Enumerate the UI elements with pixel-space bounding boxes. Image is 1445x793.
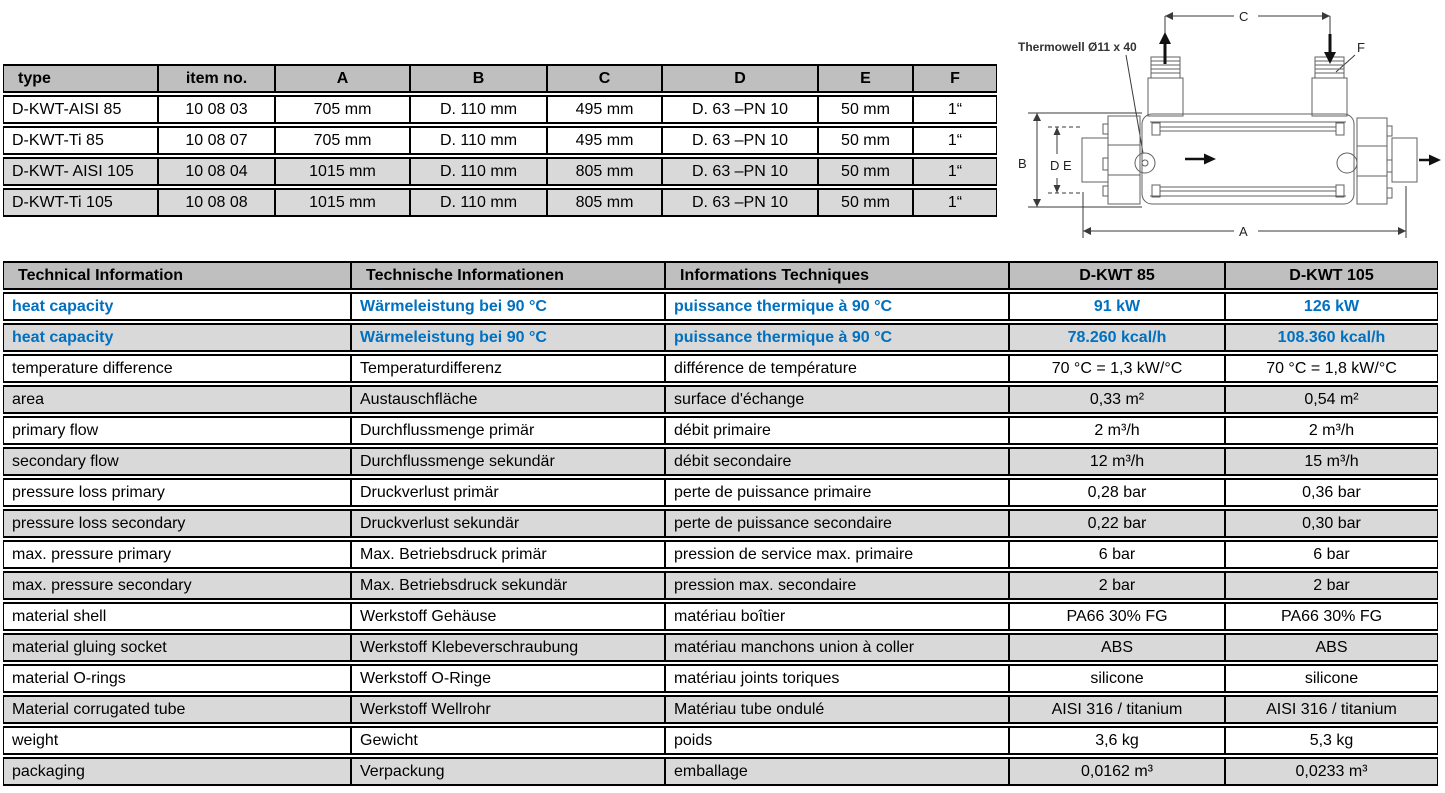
tech-table-row [3,757,1438,786]
tech-table-row [3,664,1438,693]
dims-table-cell: 495 mm [547,95,662,124]
dims-header-cell: item no. [158,64,275,93]
tech-table-cell-de: Druckverlust primär [351,478,665,507]
tech-table-cell-fr: surface d'échange [665,385,1009,414]
tech-table-cell-v85: 91 kW [1009,292,1225,321]
dims-table-cell: 1“ [913,95,997,124]
tech-table-row [3,602,1438,631]
tech-table-cell-en: material O-rings [3,664,351,693]
tech-table-cell-en: Material corrugated tube [3,695,351,724]
heat-exchanger-drawing [1008,0,1443,245]
dims-table-cell: 805 mm [547,188,662,217]
tech-table-body [3,292,1438,786]
tech-table-cell-de: Werkstoff O-Ringe [351,664,665,693]
dims-table-row [3,95,997,124]
tech-table-cell-v85: ABS [1009,633,1225,662]
dims-table-row [3,126,997,155]
dims-table-cell: 1015 mm [275,157,410,186]
tech-table-cell-v105: ABS [1225,633,1438,662]
heat-exchanger-body [1082,57,1417,204]
dims-table-cell: 805 mm [547,157,662,186]
dims-table-cell: 1015 mm [275,188,410,217]
dims-table-cell: 50 mm [818,157,913,186]
tech-table-cell-v85: AISI 316 / titanium [1009,695,1225,724]
tech-table-cell-v105: 15 m³/h [1225,447,1438,476]
tech-table-row [3,323,1438,352]
dims-table-cell: D-KWT-Ti 105 [3,188,158,217]
dims-header-cell: B [410,64,547,93]
dims-header-cell: type [3,64,158,93]
tech-table-cell-v105: 2 m³/h [1225,416,1438,445]
tech-table-cell-fr: poids [665,726,1009,755]
tech-table-row [3,478,1438,507]
tech-table-head-row [3,261,1438,290]
dims-table-cell: D-KWT-AISI 85 [3,95,158,124]
tech-table-cell-v85: PA66 30% FG [1009,602,1225,631]
dims-header-cell: E [818,64,913,93]
tech-table-cell-fr: perte de puissance secondaire [665,509,1009,538]
tech-table-cell-en: secondary flow [3,447,351,476]
tech-table-cell-en: max. pressure secondary [3,571,351,600]
dims-table-cell: D-KWT-Ti 85 [3,126,158,155]
tech-table-cell-en: pressure loss secondary [3,509,351,538]
dim-label-b: B [1018,156,1027,171]
tech-table-cell-en: area [3,385,351,414]
tech-table-cell-v105: 0,54 m² [1225,385,1438,414]
tech-table-cell-fr: emballage [665,757,1009,786]
technical-information-table [3,259,1438,788]
tech-table-cell-de: Wärmeleistung bei 90 °C [351,292,665,321]
dims-header-cell: F [913,64,997,93]
tech-table-cell-de: Max. Betriebsdruck sekundär [351,571,665,600]
dims-table-cell: 705 mm [275,95,410,124]
tech-table-cell-de: Max. Betriebsdruck primär [351,540,665,569]
tech-table-cell-fr: différence de température [665,354,1009,383]
tech-table-row [3,633,1438,662]
tech-table-cell-fr: puissance thermique à 90 °C [665,323,1009,352]
tech-table-row [3,540,1438,569]
tech-table-cell-v85: 0,22 bar [1009,509,1225,538]
tech-table-row [3,292,1438,321]
tech-table-cell-fr: matériau joints toriques [665,664,1009,693]
tech-table-cell-en: weight [3,726,351,755]
tech-table-row [3,509,1438,538]
dims-table-cell: 1“ [913,188,997,217]
tech-table-cell-fr: débit primaire [665,416,1009,445]
dims-header-cell: D [662,64,818,93]
dims-table-cell: 50 mm [818,188,913,217]
dims-table-cell: 495 mm [547,126,662,155]
tech-table-cell-v105: 0,36 bar [1225,478,1438,507]
flow-arrows [1159,32,1441,166]
tech-table-row [3,385,1438,414]
dims-table-row [3,157,997,186]
tech-table-cell-fr: Matériau tube ondulé [665,695,1009,724]
tech-table-cell-de: Werkstoff Wellrohr [351,695,665,724]
tech-table-cell-de: Austauschfläche [351,385,665,414]
tech-table-cell-fr: perte de puissance primaire [665,478,1009,507]
dims-table-cell: D. 110 mm [410,126,547,155]
tech-table-cell-de: Gewicht [351,726,665,755]
tech-table-cell-de: Temperaturdifferenz [351,354,665,383]
product-dimensions-table [3,62,997,219]
dims-table-cell: 1“ [913,157,997,186]
tech-table-cell-en: primary flow [3,416,351,445]
tech-table-cell-v85: 6 bar [1009,540,1225,569]
heat-exchanger-diagram [1008,0,1443,245]
dims-table-head-row [3,64,997,93]
tech-table-cell-en: material gluing socket [3,633,351,662]
tech-table-cell-v105: silicone [1225,664,1438,693]
dims-table-cell: 10 08 07 [158,126,275,155]
tech-table-cell-en: temperature difference [3,354,351,383]
tech-table-row [3,571,1438,600]
dims-table-cell: 10 08 04 [158,157,275,186]
tech-table-cell-en: pressure loss primary [3,478,351,507]
tech-table-row [3,447,1438,476]
dims-table-cell: D. 110 mm [410,95,547,124]
tech-table-cell-v85: 0,28 bar [1009,478,1225,507]
dims-table-cell: D. 110 mm [410,157,547,186]
dims-table-cell: 10 08 08 [158,188,275,217]
tech-table-cell-fr: pression max. secondaire [665,571,1009,600]
thermowell-label: Thermowell Ø11 x 40 [1018,40,1137,54]
dims-table-cell: 10 08 03 [158,95,275,124]
tech-table-cell-v85: silicone [1009,664,1225,693]
tech-table-cell-en: heat capacity [3,292,351,321]
tech-table-cell-de: Verpackung [351,757,665,786]
dims-header-cell: C [547,64,662,93]
tech-table-cell-v105: 108.360 kcal/h [1225,323,1438,352]
dims-table-cell: 705 mm [275,126,410,155]
tech-header-cell: D-KWT 85 [1009,261,1225,290]
dims-table-cell: D. 63 –PN 10 [662,188,818,217]
dims-table-cell: 50 mm [818,126,913,155]
tech-table-cell-v105: 6 bar [1225,540,1438,569]
dims-table-cell: 1“ [913,126,997,155]
dim-label-a: A [1239,224,1248,239]
tech-table-row [3,695,1438,724]
tech-table-cell-v105: PA66 30% FG [1225,602,1438,631]
tech-table-cell-v85: 2 bar [1009,571,1225,600]
dim-label-c: C [1239,9,1249,24]
tech-table-cell-de: Durchflussmenge primär [351,416,665,445]
tech-table-cell-v85: 0,33 m² [1009,385,1225,414]
tech-table-cell-v85: 0,0162 m³ [1009,757,1225,786]
tech-table-cell-de: Wärmeleistung bei 90 °C [351,323,665,352]
tech-table-row [3,726,1438,755]
dim-label-f: F [1357,40,1365,55]
tech-table-cell-v85: 70 °C = 1,3 kW/°C [1009,354,1225,383]
tech-table-cell-en: material shell [3,602,351,631]
dim-label-de: D E [1050,158,1072,173]
tech-table-row [3,416,1438,445]
tech-header-cell: Technische Informationen [351,261,665,290]
tech-table-cell-v85: 78.260 kcal/h [1009,323,1225,352]
dims-table-cell: 50 mm [818,95,913,124]
thermowell-boss [1135,153,1155,173]
dims-table-row [3,188,997,217]
tech-table-cell-de: Werkstoff Klebeverschraubung [351,633,665,662]
tech-table-cell-en: packaging [3,757,351,786]
dims-header-cell: A [275,64,410,93]
tech-table-cell-v105: 0,30 bar [1225,509,1438,538]
tech-table-cell-v105: 70 °C = 1,8 kW/°C [1225,354,1438,383]
tech-table-cell-v105: 126 kW [1225,292,1438,321]
tech-header-cell: D-KWT 105 [1225,261,1438,290]
tech-table-cell-v105: 2 bar [1225,571,1438,600]
tech-table-cell-v85: 3,6 kg [1009,726,1225,755]
tech-table-cell-de: Durchflussmenge sekundär [351,447,665,476]
tech-table-cell-v105: AISI 316 / titanium [1225,695,1438,724]
dims-table-cell: D. 63 –PN 10 [662,126,818,155]
tech-table-cell-v85: 12 m³/h [1009,447,1225,476]
dims-table-cell: D-KWT- AISI 105 [3,157,158,186]
tech-table-cell-v105: 0,0233 m³ [1225,757,1438,786]
dims-table-body [3,95,997,217]
tech-table-cell-fr: puissance thermique à 90 °C [665,292,1009,321]
dims-table-cell: D. 110 mm [410,188,547,217]
tech-table-cell-v105: 5,3 kg [1225,726,1438,755]
tech-table-cell-de: Werkstoff Gehäuse [351,602,665,631]
tech-table-cell-fr: matériau boîtier [665,602,1009,631]
tech-table-cell-en: heat capacity [3,323,351,352]
tech-table-cell-fr: matériau manchons union à coller [665,633,1009,662]
tech-table-cell-fr: pression de service max. primaire [665,540,1009,569]
tech-table-cell-v85: 2 m³/h [1009,416,1225,445]
tech-header-cell: Technical Information [3,261,351,290]
tech-header-cell: Informations Techniques [665,261,1009,290]
tech-table-cell-en: max. pressure primary [3,540,351,569]
dims-table-cell: D. 63 –PN 10 [662,157,818,186]
tech-table-row [3,354,1438,383]
tech-table-cell-fr: débit secondaire [665,447,1009,476]
dims-table-cell: D. 63 –PN 10 [662,95,818,124]
tech-table-cell-de: Druckverlust sekundär [351,509,665,538]
